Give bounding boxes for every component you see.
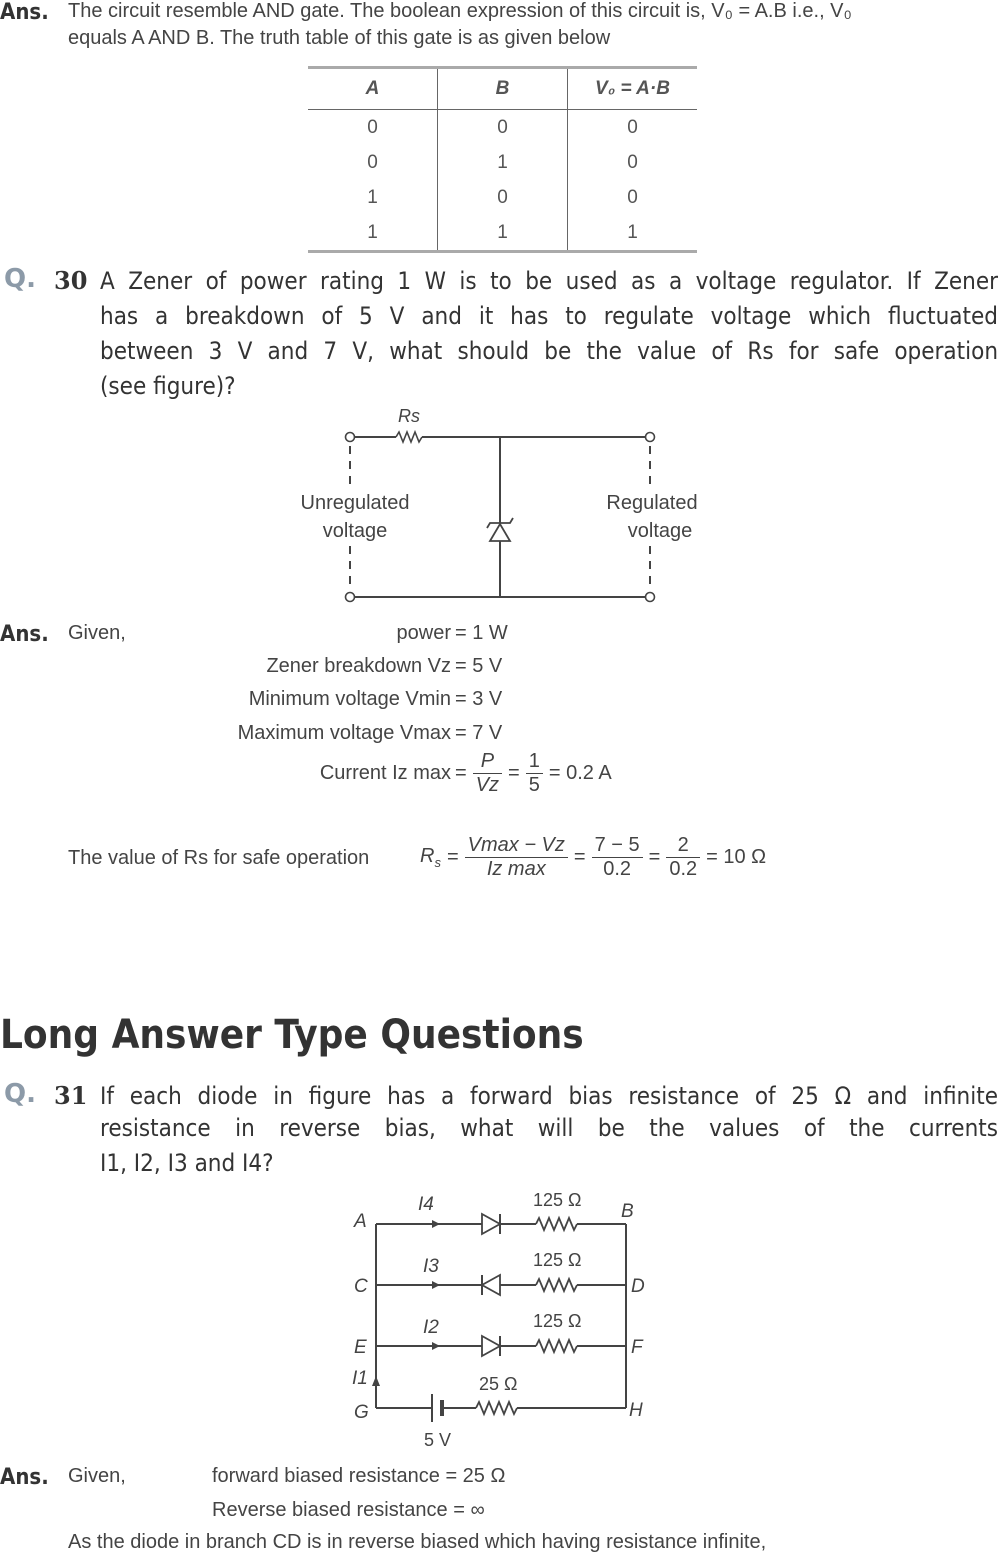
given-power-label: power <box>396 622 451 644</box>
given-vmin-value: = 3 V <box>455 688 503 710</box>
given-breakdown-value: = 5 V <box>455 655 503 677</box>
unregulated-voltage-label: voltage <box>322 520 388 542</box>
given-vmax-value: = 7 V <box>455 722 503 744</box>
table-row <box>308 215 697 252</box>
node-b: B <box>621 1201 634 1222</box>
table-cell: 0 <box>438 110 568 146</box>
question-line-1: A Zener of power rating 1 W is to be used as a voltage regulator. If Zener <box>100 267 998 295</box>
answer-label: Ans. <box>0 0 49 25</box>
rs-denominator: Iz max <box>486 858 546 880</box>
table-row <box>308 180 697 215</box>
answer-label: Ans. <box>0 1465 49 1490</box>
table-cell: 1 <box>438 215 568 252</box>
truth-table <box>308 66 697 253</box>
table-cell: 1 <box>438 145 568 180</box>
question-line-3: I1, I2, I3 and I4? <box>100 1149 274 1177</box>
truth-header-v0: V₀ = A·B <box>568 68 698 110</box>
resistor-label-cd: 125 Ω <box>533 1250 582 1270</box>
rs-formula-label: The value of Rs for safe operation <box>68 847 370 869</box>
node-f: F <box>631 1337 643 1358</box>
resistor-label-ab: 125 Ω <box>533 1190 582 1210</box>
zener-circuit-diagram <box>280 400 720 610</box>
answer-line-2: equals A AND B. The truth table of this gate is as given below <box>68 27 611 49</box>
resistor-label-gh: 25 Ω <box>479 1374 518 1394</box>
question-line-2: has a breakdown of 5 V and it has to regulate voltage which fluctuated <box>100 302 998 330</box>
rs-numerator: Vmax − Vz <box>465 834 568 858</box>
table-row <box>308 145 697 180</box>
table-cell: 0 <box>627 186 638 208</box>
table-cell: 0 <box>438 180 568 215</box>
table-cell: 0 <box>627 151 638 173</box>
question-line-3: between 3 V and 7 V, what should be the value of Rs for safe operation <box>100 337 998 365</box>
current-label: Current Iz max <box>319 762 451 784</box>
question-label: Q. <box>4 264 36 294</box>
rs-numerator-2: 7 − 5 <box>592 834 643 858</box>
current-result: = 0.2 A <box>548 762 612 784</box>
current-one: 1 <box>526 750 543 774</box>
question-line-2: resistance in reverse bias, what will be the values of the currents <box>100 1114 998 1142</box>
resistor-label-ef: 125 Ω <box>533 1311 582 1331</box>
truth-header-b: B <box>438 68 568 110</box>
regulated-label: Regulated <box>606 492 698 514</box>
given-label: Given, <box>68 622 126 644</box>
current-i2: I2 <box>423 1317 439 1338</box>
question-number: 30 <box>54 266 88 295</box>
table-row <box>308 110 697 146</box>
table-cell: 0 <box>627 116 638 138</box>
current-i1: I1 <box>352 1368 368 1389</box>
question-line-1: If each diode in figure has a forward bias resistance of 25 Ω and infinite <box>100 1082 998 1110</box>
node-e: E <box>354 1337 367 1358</box>
table-cell: 0 <box>367 151 378 173</box>
unregulated-label: Unregulated <box>300 492 410 514</box>
reverse-resistance-line: Reverse biased resistance = ∞ <box>212 1499 485 1521</box>
current-i4: I4 <box>418 1194 434 1215</box>
rs-denominator-2: 0.2 <box>603 858 632 880</box>
node-d: D <box>631 1276 645 1297</box>
current-denominator: Vz <box>475 774 500 796</box>
current-five: 5 <box>528 774 540 796</box>
node-h: H <box>629 1400 643 1421</box>
table-cell: 1 <box>568 215 698 252</box>
truth-header-a: A <box>308 68 438 110</box>
current-i3: I3 <box>423 1256 439 1277</box>
given-label: Given, <box>68 1465 126 1487</box>
question-label: Q. <box>4 1079 36 1109</box>
node-a: A <box>354 1211 367 1232</box>
given-power-value: = 1 W <box>455 622 508 644</box>
table-cell: 0 <box>367 116 378 138</box>
table-cell: 1 <box>367 186 378 208</box>
answer-label: Ans. <box>0 622 49 647</box>
current-numerator: P <box>473 750 502 774</box>
current-formula: = $\frac{P}{Vz}$ = $\frac{1}{5}$ = 0.2 A <box>455 750 612 796</box>
given-breakdown-label: Zener breakdown Vz <box>266 655 451 677</box>
regulated-voltage-label: voltage <box>627 520 693 542</box>
given-vmin-label: Minimum voltage Vmin <box>248 688 451 710</box>
answer-line-1: The circuit resemble AND gate. The boolean expression of this circuit is, V₀ = A.B i.e., V₀ <box>68 0 852 22</box>
table-cell: 1 <box>308 215 438 252</box>
forward-resistance-line: forward biased resistance = 25 Ω <box>212 1465 506 1487</box>
battery-label: 5 V <box>424 1430 452 1450</box>
rs-label: Rs <box>398 406 420 426</box>
question-line-4: (see figure)? <box>100 372 236 400</box>
section-heading: Long Answer Type Questions <box>0 1012 584 1058</box>
diode-network-diagram <box>340 1180 660 1460</box>
question-number: 31 <box>54 1081 88 1110</box>
rs-formula: $R_s$ = $\frac{Vmax - Vz}{\text{Iz max}}$ = $\frac{7 - 5}{0.2}$ = $\frac{2}{0.2}$ = 10 Ω <box>420 834 767 880</box>
node-c: C <box>354 1276 368 1297</box>
node-g: G <box>354 1402 369 1423</box>
explanation-line: As the diode in branch CD is in reverse biased which having resistance infinite, <box>68 1531 767 1553</box>
given-vmax-label: Maximum voltage Vmax <box>237 722 451 744</box>
rs-result: = 10 Ω <box>706 846 767 868</box>
rs-numerator-3: 2 <box>666 834 700 858</box>
rs-denominator-3: 0.2 <box>669 858 698 880</box>
